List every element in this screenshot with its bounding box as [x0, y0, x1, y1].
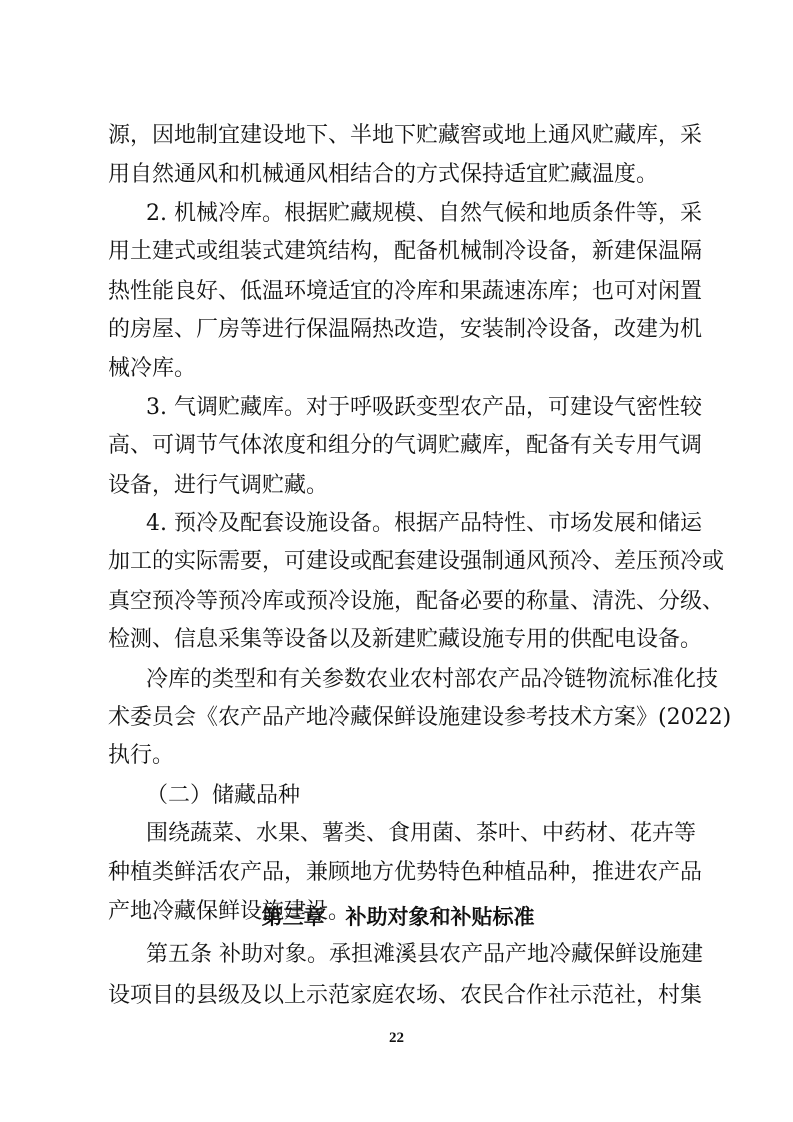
- paragraph-line: 用土建式或组装式建筑结构，配备机械制冷设备，新建保温隔: [108, 239, 703, 264]
- chapter-heading: 第三章 补助对象和补贴标准: [261, 905, 535, 929]
- paragraph-line: 产地冷藏保鲜设施建设。: [108, 899, 351, 924]
- paragraph-line: 围绕蔬菜、水果、薯类、食用菌、茶叶、中药材、花卉等: [146, 821, 697, 846]
- paragraph-line: 术委员会《农产品产地冷藏保鲜设施建设参考技术方案》(2022): [108, 705, 732, 730]
- paragraph-line: 高、可调节气体浓度和组分的气调贮藏库，配备有关专用气调: [108, 433, 703, 458]
- paragraph-line: 设备，进行气调贮藏。: [108, 473, 329, 498]
- paragraph-line: 2. 机械冷库。根据贮藏规模、自然气候和地质条件等，采: [146, 201, 702, 226]
- paragraph-line: 热性能良好、低温环境适宜的冷库和果蔬速冻库；也可对闲置: [108, 279, 703, 304]
- paragraph-line: 执行。: [108, 743, 175, 768]
- paragraph-line: 真空预冷等预冷库或预冷设施，配备必要的称量、清洗、分级、: [108, 589, 725, 614]
- paragraph-line: 的房屋、厂房等进行保温隔热改造，安装制冷设备，改建为机: [108, 317, 703, 342]
- paragraph-line: 加工的实际需要，可建设或配套建设强制通风预冷、差压预冷或: [108, 549, 725, 574]
- paragraph-line: 第五条 补助对象。承担滩溪县农产品产地冷藏保鲜设施建: [146, 942, 703, 967]
- paragraph-line: 设项目的县级及以上示范家庭农场、农民合作社示范社，村集: [108, 983, 703, 1008]
- page-number: 22: [389, 1030, 404, 1046]
- paragraph-line: 冷库的类型和有关参数农业农村部农产品冷链物流标准化技: [146, 667, 719, 692]
- paragraph-line: 种植类鲜活农产品，兼顾地方优势特色种植品种，推进农产品: [108, 860, 703, 885]
- paragraph-line: 检测、信息采集等设备以及新建贮藏设施专用的供配电设备。: [108, 627, 703, 652]
- paragraph-line: 3. 气调贮藏库。对于呼吸跃变型农产品，可建设气密性较: [146, 395, 702, 420]
- paragraph-line: 4. 预冷及配套设施设备。根据产品特性、市场发展和储运: [146, 511, 702, 536]
- paragraph-line: 源，因地制宜建设地下、半地下贮藏窖或地上通风贮藏库，采: [108, 123, 703, 148]
- paragraph-line: 械冷库。: [108, 356, 197, 381]
- paragraph-line: 用自然通风和机械通风相结合的方式保持适宜贮藏温度。: [108, 162, 659, 187]
- section-subheading: （二）储藏品种: [146, 783, 301, 808]
